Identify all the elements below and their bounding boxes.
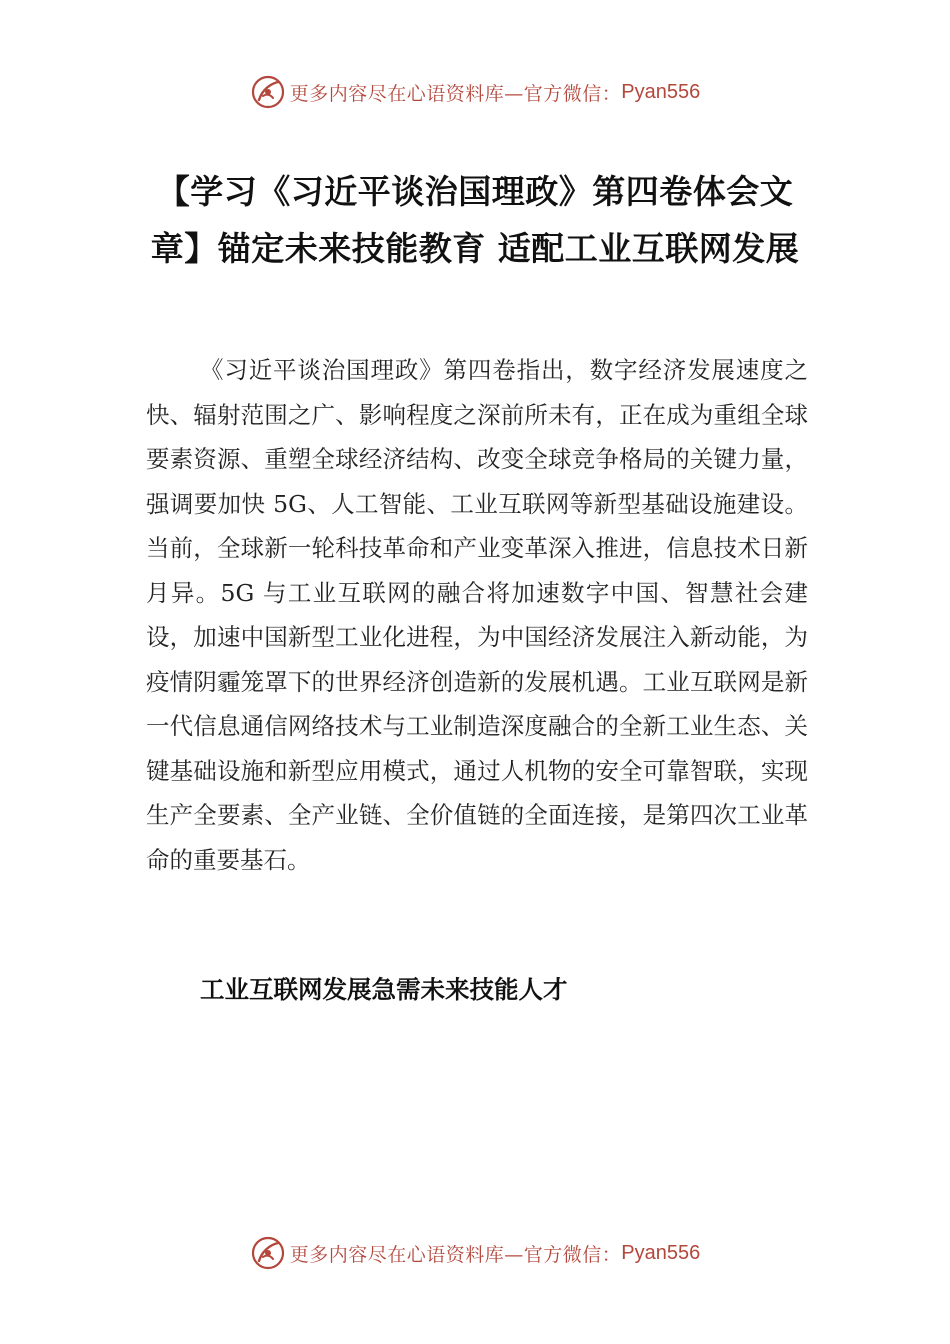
article-paragraph: 《习近平谈治国理政》第四卷指出，数字经济发展速度之快、辐射范围之广、影响程度之深前所未有，正在成为重组全球要素资源、重塑全球经济结构、改变全球竞争格局的关键力量，强调要加快 5G、人工智能、工业互联网等新型基础设施建设。当前，全球新一轮科技革命和产业变革深入推进，信息技术日新月异。5G 与工业互联网的融合将加速数字中国、智慧社会建设，加速中国新型工业化进程，为中国经济发展注入新动能，为疫情阴霾笼罩下的世界经济创造新的发展机遇。工业互联网是新一代信息通信网络技术与工业制造深度融合的全新工业生态、关键基础设施和新型应用模式，通过人机物的安全可靠智联，实现生产全要素、全产业链、全价值链的全面连接，是第四次工业革命的重要基石。	[146, 356, 808, 874]
header-banner-text: 更多内容尽在心语资料库—官方微信：	[289, 82, 622, 105]
header-banner	[0, 72, 950, 112]
footer-banner	[0, 1233, 950, 1273]
footer-banner-wechat-id: Pyan556	[621, 1241, 701, 1264]
footer-banner-text: 更多内容尽在心语资料库—官方微信：	[289, 1243, 622, 1266]
brand-logo-icon	[250, 74, 286, 110]
section-heading: 工业互联网发展急需未来技能人才	[200, 975, 568, 1004]
article-title: 【学习《习近平谈治国理政》第四卷体会文章】锚定未来技能教育 适配工业互联网发展	[150, 172, 800, 268]
header-banner-wechat-id: Pyan556	[621, 80, 701, 103]
brand-logo-icon	[250, 1235, 286, 1271]
